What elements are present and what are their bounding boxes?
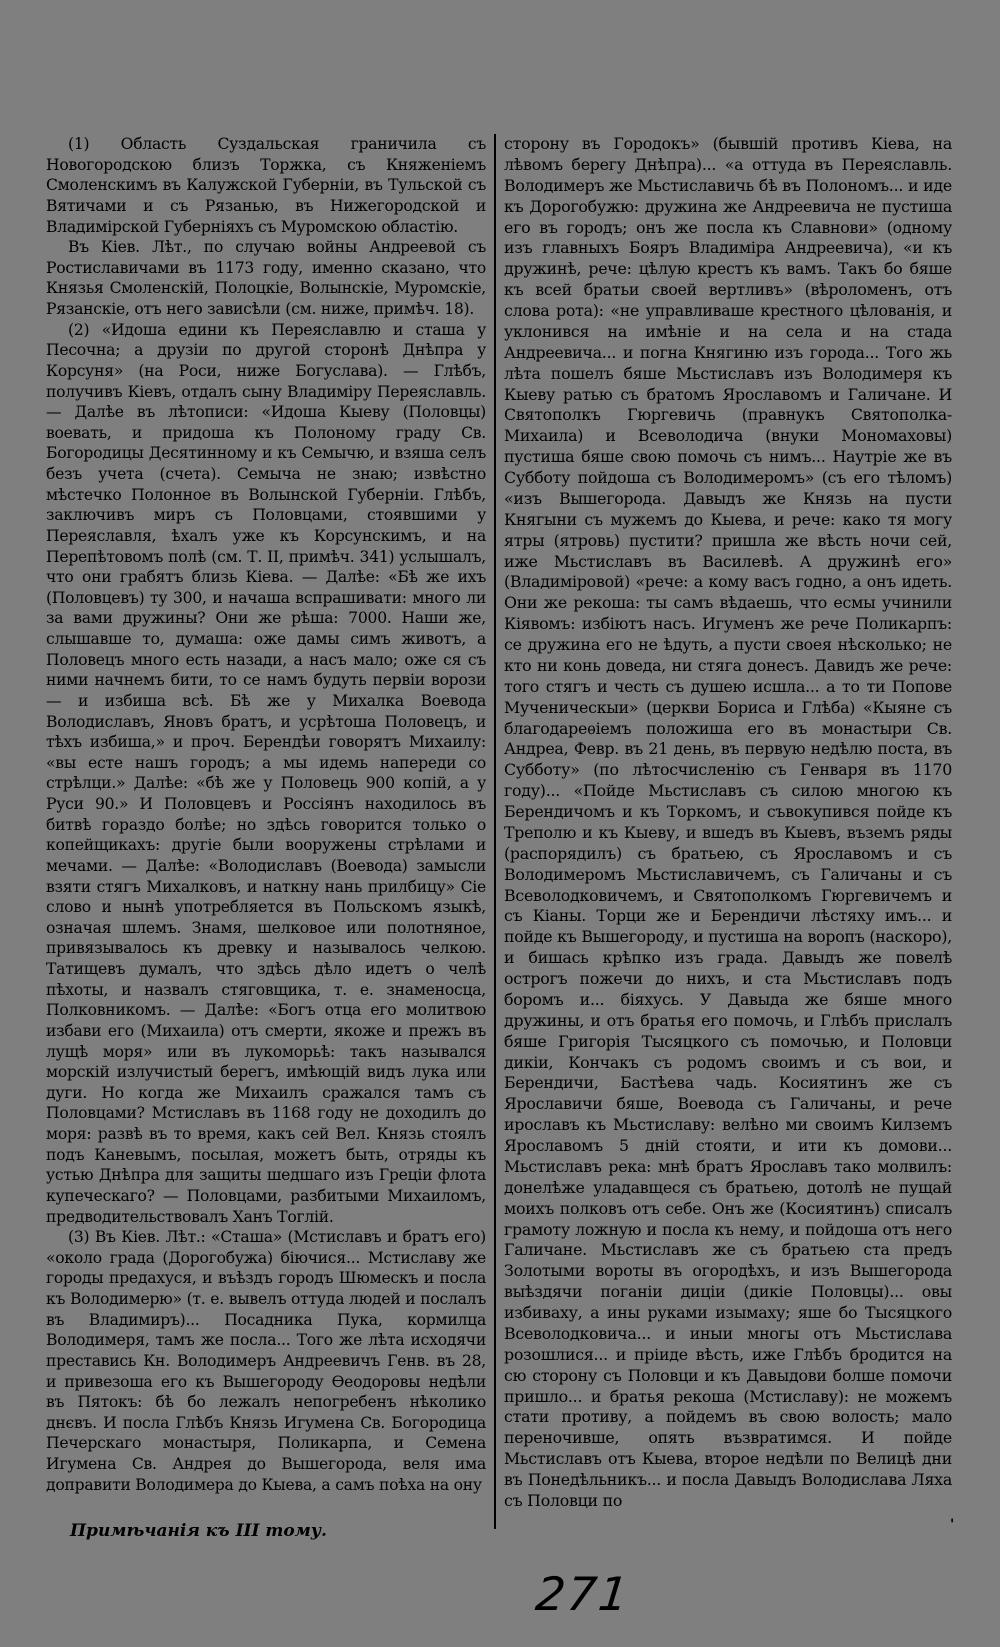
- handwritten-page-number: 271: [533, 1567, 633, 1621]
- note-1-paragraph: (1) Область Суздальская граничила съ Новогородскою близъ Торжка, съ Княженіемъ Смоленскимъ въ Калужской Губерніи, въ Тульской съ Вятичами и съ Рязанью, въ Нижегородской и Владимірской Губерніяхъ съ Муромскою областію.: [46, 135, 486, 236]
- margin-mark: ': [950, 1517, 955, 1533]
- column-divider: [494, 134, 496, 1529]
- left-column: [46, 134, 486, 1495]
- note-3-paragraph: (3) Въ Кіев. Лѣт.: «Сташа» (Мстиславъ и братъ его) «около града (Дорогобужа) біючися... Мстиславу же городы предахуся, и въѣздъ городъ Шюмескъ и посла къ Володимерю» (т. е. вывелъ оттуда людей и послалъ въ Владимиръ)... Посадника Пука, кормилца Володимеря, тамъ же посла... Того же лѣта исходячи преставись Кн. Володимеръ Андреевичъ Генв. въ 28, и привезоша его къ Вышегороду Ѳеодоровы недѣли въ Пятокъ: бѣ бо лежалъ непогребенъ нѣколико днєвъ. И посла Глѣбъ Князь Игумена Св. Богородица Печерскаго монастыря, Поликарпа, и Семена Игумена Св. Андрея до Вышегорода, веля има допрaвити Володимера до Кыева, а самъ поѣха на ону: [46, 1228, 486, 1494]
- note-1-continuation-paragraph: Въ Кіев. Лѣт., по случаю войны Андреевой съ Ростиславичами въ 1173 году, именно сказано, что Князья Смоленскій, Полоцкіе, Волынскіе, Муромскіе, Рязанскіе, отъ него зависѣли (см. ниже, примѣч. 18).: [46, 238, 486, 318]
- right-column: [504, 134, 952, 1512]
- note-3-continuation-paragraph: сторону въ Городокъ» (бывшій противъ Кіева, на лѣвомъ берегу Днѣпра)... «а оттуда въ Переяславль. Володимеръ же Мьстиславичь бѣ въ Полономъ... и иде къ Дорогобужю: дружина же Андреевича не пустиша его въ городъ; онъ же посла къ Славнови» (одному изъ главныхъ Бояръ Владиміра Андреевича), «и къ дружинѣ, рече: цѣлую крестъ къ вамъ. Такъ бо бяше къ всей братьи своей вертливъ» (вѣроломенъ, отъ слова рота): «не управливаше крестного цѣлованія, и уклонився на имѣніе и на села и на стада Андреевича... и погна Княгиню изъ города... Того жь лѣта пошелъ бяше Мьстиславъ изъ Володимеря къ Кыеву ратью съ братомъ Ярославомъ и Галичане. И Святополкъ Гюргевичь (правнукъ Святополка-Михаила) и Всеволодича (внуки Мономаховы) пустиша бяше свою помочь съ нимъ... Наутріе же въ Субботу пойдоша съ Володимеромъ» (съ его тѣломъ) «изъ Вышегорода. Давыдъ же Князь на пусти Княгыни съ мужемъ до Кыева, и рече: како тя могу ятры (ятровь) пустити? пришла же вѣсть ночи сей, иже Мьстиславъ въ Василевѣ. А дружинѣ его» (Владиміровой) «рече: а кому васъ годно, а онъ идеть. Они же рекоша: ты самъ вѣдаешь, что есмы учинили Кіявомъ: избіютъ насъ. Игуменъ же рече Поликарпъ: се дружина его не ѣдуть, а пусти своея нѣсколько; не кто ни конь довeда, ни стяга донесъ. Давидъ же рече: того стягъ и честь съ душею исшла... а то ти Попове Мученическыи» (церкви Бориса и Глѣба) «Кыяне съ благодареѳіемъ положиша его въ монастыри Св. Андреа, Февр. въ 21 день, въ первую недѣлю поста, въ Субботу» (по лѣтосчисленію съ Генваря въ 1170 году)... «Пойде Мьстиславъ съ силою многою къ Берендичомъ и къ Торкомъ, и съвокупився пойде къ Треполю и къ Кыеву, и вшедъ въ Кыевъ, въземъ ряды (распорядилъ) съ братьею, съ Ярославомъ и съ Володимеромъ Мьстиславичемъ, съ Галичаны и съ Всеволодковичемъ, и Святополкомъ Гюргевичемъ и съ Кіаны. Торци же и Берендичи лѣстяху имъ... и пойде къ Вышегороду, и пустиша на воропъ (наскоро), и бишась крѣпко изъ града. Давыдъ же повелѣ острогъ пожечи до нихъ, и ста Мьстиславъ подъ боромъ и... біяхусь. У Давыда же бяше много дружины, и отъ братья его помочь, и Глѣбъ прислалъ бяше Григорія Тысяцкого съ помочью, и Половци дикіи, Кончакъ съ родомъ своимъ и съ вои, и Берендичи, Бастѣева чадь. Косиятинъ же съ Ярославичи бяше, Воевода съ Галичаны, и рече ирославъ къ Мьстиславу: велѣно ми своимъ Килземъ Ярославомъ 5 днiй стояти, и ити къ домови... Мьстиславъ река: мнѣ братъ Ярославъ тако молвилъ: донелѣже уладавщеся съ братьею, дотолѣ не пущай моихъ полковъ отъ себе. Онъ же (Косиятинъ) списалъ грамоту ложную и посла къ нему, и пойдоша отъ него Галичане. Мьстиславъ же съ братьею ста предъ Золотыми вороты въ огородѣхъ, и изъ Вышегорода выѣздячи поганіи диціи (дикіе Половцы)... овы избиваху, а ины руками изымаху; яше бо Тысяцкого Всеволодковича... и иныи многы отъ Мьстислава розошлися... и пріиде вѣсть, иже Глѣбъ бродится на сю сторону съ Половци и къ Давыдови болше помочи пришло... и братья рекоша (Мстиславу): не можемъ стати противу, а пойдемъ въ свою волость; мало переночивше, опять възвратимся. И пойде Мьстиславъ отъ Кыева, второе недѣли по Велицѣ дни въ Понедѣльникъ... и посла Давыдъ Володислава Ляха съ Половци по: [504, 134, 952, 1510]
- note-2-paragraph: (2) «Идоша едини къ Переяславлю и сташа у Песочна; а друзіи по другой сторонѣ Днѣпра у Корсуня» (на Роси, ниже Богуслава). — Глѣбъ, получивъ Кіевъ, отдалъ сыну Владиміру Переяславль. — Далѣе въ лѣтописи: «Идоша Кыеву (Половцы) воевать, и придоша къ Полоному граду Св. Богородицы Десятинному и къ Семычю, и взяша селъ безъ учета (счета). Семыча не знаю; извѣстно мѣстечко Полонное въ Волынской Губерніи. Глѣбъ, заключивъ миръ съ Половцами, стоявшими у Переяславля, ѣхалъ уже къ Корсунскимъ, и на Перепѣтовомъ полѣ (см. Т. II, примѣч. 341) услышалъ, что они грабятъ близь Кіева. — Далѣе: «Бѣ же ихъ (Половцевъ) ту 300, и начаша вспрашивати: много ли за вами дружины? Они же рѣша: 7000. Наши же, слышавше то, думаша: оже дамы симъ животъ, а Половецъ много есть назади, а насъ мало; оже ся съ ними начнемъ бити, то се намъ будуть первіи ворози — и избиша всѣ. Бѣ же у Михалка Воевода Володиславъ, Яновъ братъ, и усрѣтоша Половецъ, и тѣхъ избиша,» и проч. Берендѣи говорятъ Михаилу: «вы есте нашъ городъ; а мы идемь напереди со стрѣлци.» Далѣе: «бѣ же у Половець 900 копій, а у Руси 90.» И Половцевъ и Россіянъ находилось въ битвѣ гораздо болѣе; но здѣсь говорится только о копейщикахъ: другіе были вооружены стрѣлами и мечами. — Далѣе: «Володиславъ (Воевода) замысли взяти стягъ Михалковъ, и наткну нань прилбицу» Сіе слово и нынѣ употребляется въ Польскомъ языкѣ, означая шлемъ. Знамя, шелковое или полотняное, привязывалось къ древку и называлось челкою. Татищевъ думалъ, что здѣсь дѣло идетъ о челѣ пѣхоты, и назвалъ стяговщика, т. е. знаменосца, Полковникомъ. — Далѣе: «Богъ отца его молитвою избави его (Михаила) отъ смерти, якоже и прежъ въ лущѣ моря» или въ лукоморьѣ: такъ назывался морскій излучистый берегъ, имѣющій видъ лука или дуги. Но когда же Михаилъ сражался тамъ съ Половцами? Мстиславъ въ 1168 году не доходилъ до моря: развѣ въ то время, какъ сей Вел. Князь стоялъ подъ Каневымъ, посылая, можетъ быть, отряды къ устью Днѣпра для защиты шедшаго изъ Греціи флота купеческаго? — Половцами, разбитыми Михаиломъ, предводительствовалъ Ханъ Тоглій.: [46, 320, 486, 1226]
- page-footer-title: Примѣчанія къ III тому.: [70, 1521, 327, 1541]
